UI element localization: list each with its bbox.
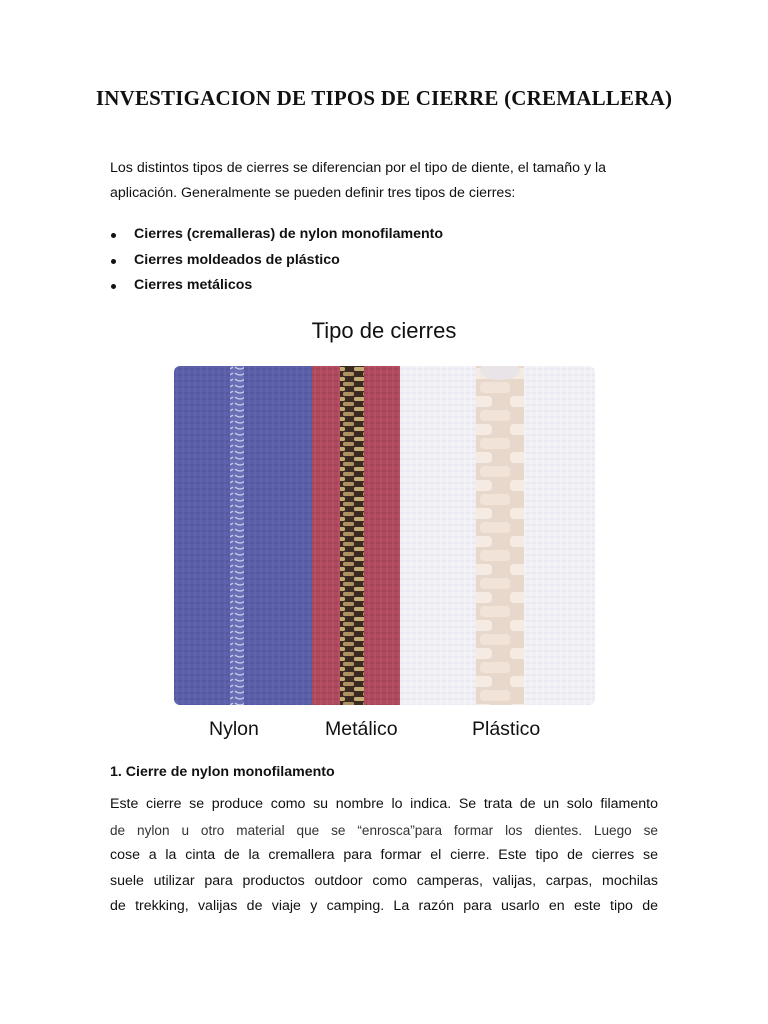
label-nylon: Nylon — [209, 718, 259, 740]
plastic-teeth — [476, 366, 524, 705]
body-line: Este cierre se produce como su nombre lo indica. Se trata de un solo filamento — [110, 796, 658, 812]
list-item — [110, 222, 658, 248]
body-line: suele utilizar para productos outdoor como camperas, valijas, carpas, mochilas — [110, 872, 658, 889]
label-plastico: Plástico — [472, 718, 541, 740]
list-item-label: Cierres metálicos — [134, 277, 253, 293]
body-line: cose a la cinta de la cremallera para formar el cierre. Este tipo de cierres se — [110, 847, 658, 863]
zipper-types-photo — [174, 366, 595, 705]
nylon-coil — [230, 366, 244, 705]
bullet-icon — [111, 233, 116, 238]
figure-labels — [0, 718, 768, 748]
bullet-icon — [111, 259, 116, 264]
list-item — [110, 248, 658, 274]
metal-teeth — [340, 366, 364, 705]
bullet-icon — [111, 284, 116, 289]
section-heading: 1. Cierre de nylon monofilamento — [110, 764, 335, 780]
body-line: de trekking, valijas de viaje y camping. La razón para usarlo en este tipo de — [110, 898, 658, 914]
intro-paragraph: Los distintos tipos de cierres se diferencian por el tipo de diente, el tamaño y la aplicación. Generalmente se pueden definir tres tipos de cierres: — [110, 160, 607, 201]
section-body — [110, 792, 658, 920]
list-item-label: Cierres (cremalleras) de nylon monofilamento — [134, 226, 444, 242]
list-item — [110, 273, 658, 299]
figure-title: Tipo de cierres — [311, 318, 457, 343]
label-metalico: Metálico — [325, 718, 398, 740]
list-item-label: Cierres moldeados de plástico — [134, 251, 340, 268]
document-title: INVESTIGACION DE TIPOS DE CIERRE (CREMALLERA) — [95, 86, 673, 110]
body-line: de nylon u otro material que se “enrosca”para formar los dientes. Luego se — [110, 822, 658, 838]
zipper-types-list — [110, 222, 658, 299]
